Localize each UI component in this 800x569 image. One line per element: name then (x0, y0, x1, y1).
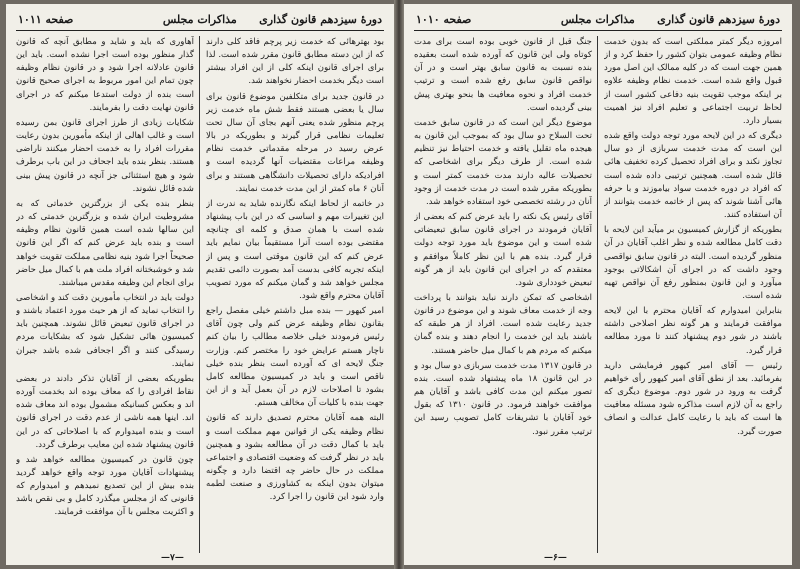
paragraph: اشخاصی که تمکن دارند نباید بتوانند با پرداخت وجه از خدمت معاف شوند و این موضوع در قانون جدید رعایت شده است. افراد از هر طبقه که باشند باید این خدمت را انجام دهند و بنده گمان میکنم که مردم هم با کمال میل حاضر هستند. (414, 292, 592, 356)
paragraph: بطوریکه بعضی از آقایان تذکر دادند در بعضی نقاط افرادی را که معاف بوده اند بخدمت آورده اند و بعکس کسانیکه مشمول بوده اند معاف شده اند. اینها همه ناشی از عدم دقت در اجرای قانون است و بنده امیدوارم که با اصلاحاتی که در این قانون پیشنهاد شده این معایب برطرف گردد. (16, 373, 194, 450)
page-header (16, 10, 384, 31)
paragraph: امیر کیهور — بنده مبل داشتم خیلی مفصل راجع بقانون نظام وظیفه عرض کنم ولی چون آقای رئیس فرمودند خیلی خلاصه مطالب را بیان کنم ناچار هستم عرایض خود را مختصر کنم. وزارت جنگ لایحه ای که آورده است بنظر بنده خیلی ناقص است و باید در کمیسیون مطالعه کامل بشود تا اصلاحات لازم در آن بعمل آید و از این جهت بنده با کلیات آن مخالف هستم. (206, 306, 384, 409)
paragraph: بطوریکه از گزارش کمیسیون بر میآید این لایحه با دقت کامل مطالعه شده و نظر اغلب آقایان در آن منظور گردیده است. البته در قانون سابق نواقصی وجود داشت که در اجرای آن اشکالاتی بوجود میآورد و این قانون بمنظور رفع آن نواقص تهیه شده است. (604, 225, 782, 301)
paragraph: دیگری که در این لایحه مورد توجه دولت واقع شده این است که مدت خدمت سربازی از دو سال تجاوز نکند و برای افراد تحصیل کرده تخفیف هائی قائل شده است. همچنین ترتیبی داده شده است که افراد در دوره خدمت سواد بیاموزند و با حرفه هائی آشنا شوند که پس از خاتمه خدمت بتوانند از آن استفاده کنند. (604, 131, 782, 221)
paragraph: امروزه دیگر کمتر مملکتی است که بدون خدمت نظام وظیفه عمومی بتوان کشور را حفظ کرد و از همین جهت است که در کلیه ممالک این اصل مورد قبول واقع شده است. خدمت نظام وظیفه علاوه بر اینکه موجب تقویت بنیه دفاعی کشور است از لحاظ تربیت اجتماعی و تعلیم افراد نیز اهمیت بسیار دارد. (604, 37, 782, 126)
page-footer: —۷— (161, 553, 184, 563)
text-column-left (16, 36, 194, 555)
paragraph: در قانون جدید برای متکلفین موضوع قانون برای سال یا بعضی هستند فقط شش ماه خدمت زیر پرچم منظور شده یعنی آنهم بجای آن سال تحت تعلیمات نظامی قرار گیرند و بطوریکه در بالا عرض رسید در مرحله مقدماتی خدمت نظام وظیفه مراعات مقتضیات آنها گردیده است و افرادیکه دارای تحصیلات دانشگاهی هستند و برای آنان ۶ ماه کمتر از این مدت خدمت نمایند. (206, 91, 384, 194)
column-divider (597, 36, 598, 553)
header-section: مذاکرات مجلس (560, 13, 635, 26)
text-column-right (206, 36, 384, 555)
text-column-right (604, 36, 782, 555)
page-number: صفحه ۱۰۱۰ (416, 13, 472, 26)
paragraph: چون قانون در کمیسیون مطالعه خواهد شد و پیشنهادات آقایان مورد توجه واقع خواهد گردید بنده بیش از این تصدیع نمیدهم و امیدوارم که قانونی که از مجلس میگذرد کامل و بی نقص باشد و اکثریت مجلس با آن موافقت فرمایند. (16, 454, 194, 518)
paragraph: موضوع دیگر این است که در قانون سابق خدمت تحت السلاح دو سال بود که بموجب این قانون به هیجده ماه تقلیل یافته و خدمت احتیاط نیز تنظیم شده است. از طرف دیگر برای اشخاصی که تحصیلات عالیه دارند مدت خدمت کمتر است و بطوریکه مقرر شده است در مدت خدمت از وجود آنان در رشته تخصصی خود استفاده خواهد شد. (414, 117, 592, 207)
page-number: صفحه ۱۰۱۱ (18, 13, 74, 26)
page-footer: —۶— (544, 553, 567, 563)
paragraph: آقای رئیس یک نکته را باید عرض کنم که بعضی از آقایان فرمودند در اجرای قانون سابق تبعیضاتی شده است و این موضوع باید مورد توجه دولت قرار گیرد. بنده هم با این نظر کاملاً موافقم و معتقدم که در اجرای این قانون باید از هر گونه تبعیض خودداری شود. (414, 212, 592, 288)
paragraph: دولت باید در انتخاب مأمورین دقت کند و اشخاصی را انتخاب نماید که از هر حیث مورد اعتماد باشند و در اجرای قانون تبعیض قائل نشوند. همچنین باید کمیسیون هائی تشکیل شود که بشکایات مردم رسیدگی کنند و اگر اجحافی شده باشد جبران نمایند. (16, 292, 194, 369)
header-section: مذاکرات مجلس (162, 13, 237, 26)
paragraph: بنظر بنده یکی از بزرگترین خدماتی که به مشروطیت ایران شده و بزرگترین خدمتی که در این سالها شده است همین قانون نظام وظیفه است و بنده باید عرض کنم که اگر این قانون صحیحاً اجرا شود بنیه نظامی مملکت تقویت خواهد شد و خوشبختانه افراد ملت هم با کمال میل حاضر برای انجام این وظیفه مقدس میباشند. (16, 198, 194, 288)
text-column-left (414, 36, 592, 555)
paragraph: بود بهترهائی که خدمت زیر پرچم فاقد کلی دارند که از این دسته مطابق قانون مقرر شده است. لذا برای اجرای قانون اینکه کلی از این افراد بیشتر است دیگر بخدمت احضار نخواهند شد. (206, 37, 384, 87)
paragraph: البته همه آقایان محترم تصدیق دارند که قانون نظام وظیفه یکی از قوانین مهم مملکت است و باید با کمال دقت در آن مطالعه بشود و همچنین باید در نظر گرفت که وضعیت اقتصادی و اجتماعی مملکت در حال حاضر چه اقتضا دارد و چگونه میتوان بدون اینکه به کشاورزی و صنعت لطمه وارد شود این قانون را اجرا کرد. (206, 413, 384, 503)
paragraph: جنگ قبل از قانون خوبی بوده است برای مدت کوتاه ولی این قانون که آورده شده است بعقیده بنده نسبت به قانون سابق بهتر است و در آن نواقص قانون سابق رفع شده است و ترتیب خدمت افراد و نحوه معافیت ها بنحو بهتری پیش بینی گردیده است. (414, 37, 592, 113)
book-gutter (394, 0, 404, 569)
paragraph: شکایات زیادی از طرز اجرای قانون بمن رسیده است و غالب اهالی از اینکه مأمورین بدون رعایت مقررات افراد را به خدمت احضار میکنند ناراضی هستند. بنظر بنده باید اجحاف در این باب برطرف شود و هیچ استثنائی جز آنچه در قانون پیش بینی شده قائل نشوند. (16, 117, 194, 194)
paragraph: بنابراین امیدوارم که آقایان محترم با این لایحه موافقت فرمایند و هر گونه نظر اصلاحی داشته باشند در شور دوم پیشنهاد کنند تا مورد مطالعه قرار گیرد. (604, 306, 782, 356)
page-left (6, 4, 394, 565)
paragraph: در خاتمه از لحاظ اینکه نگارنده شاید به ندرت از این تغییرات مهم و اساسی که در این باب پیشنهاد شده است با همان صدق و کلمه ای چنانچه مقتضی بوده است آنرا مستقیماً بیان نمایم باید عرض کنم که این قانون موقتی است و پس از اینکه تجربه کافی بدست آمد بصورت دائمی تقدیم مجلس خواهد شد و گمان میکنم که مورد تصویب آقایان محترم واقع شود. (206, 198, 384, 301)
page-right (404, 4, 792, 565)
paragraph: آهاوری که باید و شاید و مطابق آنچه که قانون گذار منظور بوده است اجرا نشده است. باید این قانون عادلانه اجرا شود و در قانون نظام وظیفه چون تمام این امور مربوط به اجرای صحیح قانون است بنده از دولت استدعا میکنم که در اجرای قانون نهایت دقت را بفرمایند. (16, 37, 194, 113)
header-title: دورۀ سیزدهم قانون گذاری (259, 13, 382, 26)
paragraph: در قانون ۱۳۱۷ مدت خدمت سربازی دو سال بود و در این قانون ۱۸ ماه پیشنهاد شده است. بنده تصور میکنم این مدت کافی باشد و آقایان هم موافقت خواهند فرمود. در قانون ۱۳۱۰ که بقول خود آقایان با تشریفات کامل تصویب رسید این ترتیب مقرر نبود. (414, 360, 592, 437)
paragraph: رئیس — آقای امیر کیهور فرمایشی دارید بفرمائید. بعد از نطق آقای امیر کیهور رأی خواهیم گرفت به ورود در شور دوم. موضوع دیگری که راجع به آن لازم است مذاکره شود مسئله معافیت ها است که باید با رعایت کامل عدالت و انصاف صورت گیرد. (604, 360, 782, 437)
page-header (414, 10, 782, 31)
column-divider (199, 36, 200, 553)
header-title: دورۀ سیزدهم قانون گذاری (657, 13, 780, 26)
